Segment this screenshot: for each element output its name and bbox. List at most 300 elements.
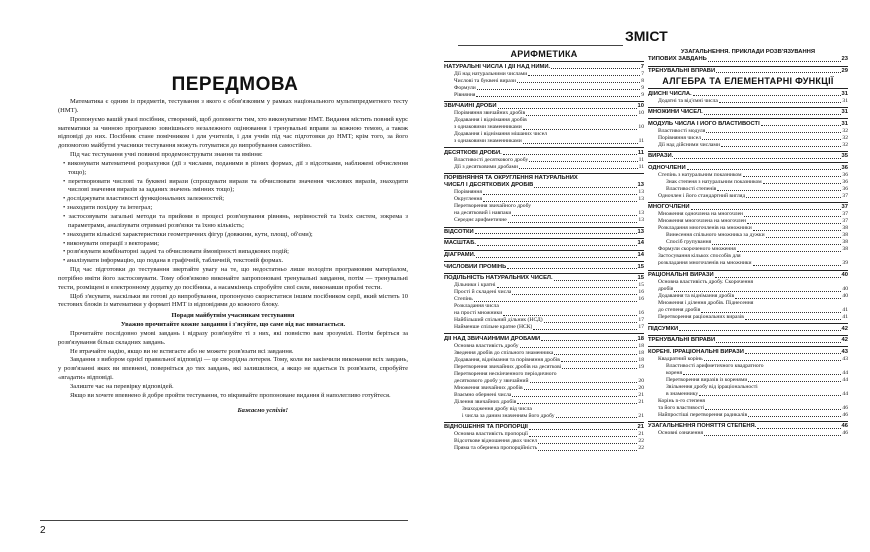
toc-entry-title: Рівняння: [454, 91, 476, 98]
dot-leader: [674, 158, 840, 159]
toc-page-number: 9: [641, 91, 644, 98]
toc-entry[interactable]: [648, 172, 848, 179]
toc-entry-title: Знак степеня з натуральним показником: [666, 178, 762, 185]
preface-text: [58, 98, 408, 416]
dot-leader: [556, 417, 638, 418]
toc-entry-title: та його властивості: [658, 404, 705, 411]
toc-page-number: 16: [638, 296, 644, 303]
contents-heading: ЗМІСТ: [625, 28, 668, 44]
dot-leader: [746, 197, 841, 198]
toc-entry-title: Формули: [454, 84, 476, 91]
dot-leader: [483, 194, 637, 195]
toc-entry[interactable]: [444, 364, 644, 371]
advice-paragraph: Прочитайте послідовно умові завдань і відразу розв'язуйте ті з них, які повністю вам зрозумілі. Потім беріться за розв'язування більш складних завдань.: [58, 329, 408, 346]
toc-page-number: 18: [638, 349, 644, 356]
dot-leader: [533, 329, 637, 330]
toc-entry-title: Властивості модуля: [658, 127, 706, 134]
dot-leader: [477, 89, 640, 90]
dot-leader: [683, 374, 841, 375]
toc-page-number: 20: [638, 377, 644, 384]
toc-entry-title: з однаковими знаменниками: [454, 124, 522, 131]
toc-entry[interactable]: [648, 412, 848, 419]
toc-entry-line: Множення і ділення дробів. Піднесення: [658, 300, 754, 307]
right-page: [440, 0, 870, 552]
toc-entry-title: і числа за даним значенням його дробу: [462, 412, 555, 419]
toc-entry[interactable]: [444, 85, 644, 92]
toc-entry[interactable]: [648, 225, 848, 232]
toc-page-number: 20: [638, 384, 644, 391]
toc-page-number: 11: [638, 156, 644, 163]
toc-page-number: 13: [638, 210, 644, 217]
dot-leader: [538, 443, 637, 444]
dot-leader: [715, 277, 841, 278]
toc-section[interactable]: [444, 250, 644, 259]
toc-entry[interactable]: [648, 193, 848, 200]
toc-entry[interactable]: [648, 128, 848, 135]
toc-entry[interactable]: [444, 385, 644, 392]
toc-page-number: 36: [841, 164, 848, 171]
toc-entry[interactable]: [648, 405, 848, 412]
toc-section[interactable]: [444, 238, 644, 247]
toc-entry-title: до степеня дробів: [658, 307, 701, 314]
toc-entry[interactable]: [444, 399, 644, 406]
toc-page-number: 36: [842, 178, 848, 185]
toc-entry[interactable]: [444, 378, 644, 385]
toc-entry-title: Основні означення: [658, 430, 704, 437]
dot-leader: [753, 265, 842, 266]
toc-page-number: 31: [842, 97, 848, 104]
dot-leader: [512, 215, 637, 216]
toc-entry-title: УЗАГАЛЬНЕННЯ ПОНЯТТЯ СТЕПЕНЯ.: [648, 423, 757, 430]
dot-leader: [701, 312, 841, 313]
dot-leader: [554, 354, 637, 355]
toc-section[interactable]: [648, 335, 848, 344]
toc-entry-title: ВИРАЗИ.: [648, 153, 674, 160]
toc-entry[interactable]: [444, 138, 644, 145]
toc-page-number: 29: [841, 67, 848, 74]
toc-entry-title: Пряма та обернена пропорційність: [454, 445, 538, 452]
toc-entry[interactable]: [444, 78, 644, 85]
toc-entry[interactable]: [444, 310, 644, 317]
advice-paragraph: Якщо ви хочете впевнено й добре пройти тестування, то вікривайте пропоноване видання й наполегливо готуйтеся.: [70, 391, 391, 399]
dot-leader: [483, 201, 637, 202]
toc-page-number: 11: [638, 163, 644, 170]
dot-leader: [712, 244, 841, 245]
dot-leader: [538, 450, 637, 451]
toc-page-number: 46: [842, 411, 848, 418]
toc-page-number: 21: [638, 398, 644, 405]
toc-page-number: 46: [841, 423, 848, 430]
dot-leader: [530, 382, 638, 383]
bullet-item: • розв'язувати комбінаторні задачі та обчислювати ймовірності випадкових подій;: [58, 248, 408, 257]
toc-entry-title: ПОРІВНЯННЯ ТА ОКРУГЛЕННЯ НАТУРАЛЬНИХ: [444, 175, 578, 182]
toc-entry-line: Перетворення звичайного дробу: [454, 203, 532, 210]
toc-page-number: 19: [638, 363, 644, 370]
toc-entry-title: Властивості степенів: [666, 185, 717, 192]
toc-entry[interactable]: [648, 307, 848, 314]
toc-entry-title: ТРЕНУВАЛЬНІ ВПРАВИ: [648, 337, 716, 344]
toc-entry-title: на десятковий і навпаки: [454, 210, 512, 217]
toc-entry-title: Множення одночлена на многочлен: [658, 211, 744, 218]
toc-entry[interactable]: [648, 286, 848, 293]
dot-leader: [517, 82, 640, 83]
toc-entry-title: ЧИСЛОВИЙ ПРОМІНЬ: [444, 263, 507, 270]
toc-section[interactable]: [648, 88, 848, 97]
toc-page-number: 40: [841, 272, 848, 279]
toc-entry-title: ОДНОЧЛЕНИ: [648, 164, 686, 171]
dot-leader: [717, 190, 841, 191]
toc-page-number: 42: [841, 337, 848, 344]
toc-page-number: 38: [842, 239, 848, 246]
dot-leader: [679, 330, 840, 331]
toc-entry-title: Ділення звичайних дробів: [454, 398, 517, 405]
toc-entry-title: ЧИСЕЛ І ДЕСЯТКОВИХ ДРОБІВ: [444, 182, 534, 189]
dot-leader: [541, 340, 636, 341]
toc-entry-title: ВІДНОШЕННЯ ТА ПРОПОРЦІЇ: [444, 424, 528, 431]
toc-entry-title: дробів: [658, 286, 674, 293]
toc-page-number: 44: [842, 369, 848, 376]
toc-entry[interactable]: [444, 157, 644, 164]
toc-entry[interactable]: [648, 370, 848, 377]
dot-leader: [497, 287, 638, 288]
toc-entry-title: Додавання, віднімання та порівняння дробів: [454, 356, 560, 363]
toc-entry[interactable]: [648, 239, 848, 246]
toc-entry-title: ПОДІЛЬНІСТЬ НАТУРАЛЬНИХ ЧИСЕЛ.: [444, 275, 553, 282]
toc-entry-title: МНОЖИНИ ЧИСЕЛ.: [648, 109, 703, 116]
toc-entry[interactable]: [648, 98, 848, 105]
dot-leader: [693, 95, 841, 96]
toc-section[interactable]: [444, 227, 644, 236]
toc-entry[interactable]: [444, 92, 644, 99]
toc-section[interactable]: [444, 147, 644, 156]
toc-page-number: 17: [638, 324, 644, 331]
toc-entry-title: Перетворення раціональних виразів: [658, 314, 744, 321]
dot-leader: [512, 396, 637, 397]
toc-entry-line: Додавання і віднімання дробів: [454, 117, 527, 124]
dot-leader: [674, 291, 841, 292]
toc-entry[interactable]: [444, 392, 644, 399]
preface-title: ПЕРЕДМОВА: [171, 74, 299, 95]
toc-entry-title: Основна властивість пропорції: [454, 431, 528, 438]
paragraph: Щоб з'ясувати, наскільки ви готові до випробування, пропонуємо скористатися іншим посібником серії, який містить 10 тестових блоків із математики у форматі НМТ із відповідями до кожного блоку.: [58, 292, 408, 309]
toc-entry[interactable]: [648, 430, 848, 437]
toc-section[interactable]: [648, 151, 848, 160]
toc-page-number: 31: [841, 120, 848, 127]
paragraph: Пропонуємо вашій увазі посібник, створений, щоб допомогти тим, хто виконуватиме НМТ. Видання містить повний курс математики за чинною програмою зовнішнього незалежного оцінювання і тренувальні вправи за кожною темою, а також відповіді до них. Посібник стане помічником і для учителів, і для учнів під час підготовки до НМТ; крім того, за його допомогою майбутні учасники тестування можуть готуватися до випробування самостійно.: [58, 115, 408, 150]
dot-leader: [561, 361, 638, 362]
toc-entry[interactable]: [648, 260, 848, 267]
toc-page-number: 18: [637, 335, 644, 342]
toc-page-number: 36: [842, 185, 848, 192]
advice-paragraph: Залиште час на перевірку відповідей.: [70, 383, 174, 390]
dot-leader: [529, 429, 637, 430]
toc-entry-title: РАЦІОНАЛЬНІ ВИРАЗИ: [648, 272, 714, 279]
toc-entry-title: в знаменнику: [666, 390, 699, 397]
dot-leader: [737, 251, 842, 252]
dot-leader: [699, 395, 841, 396]
toc-entry-title: Основна властивість дробу: [454, 342, 519, 349]
dot-leader: [562, 368, 637, 369]
toc-entry[interactable]: [444, 124, 644, 131]
bullet-item: • досліджувати властивості функціональних залежностей;: [58, 195, 408, 204]
toc-entry[interactable]: [648, 232, 848, 239]
toc-entry-title: Спосіб групування: [666, 239, 712, 246]
toc-entry[interactable]: [444, 289, 644, 296]
toc-section[interactable]: [648, 323, 848, 332]
toc-page-number: 11: [638, 138, 644, 145]
advice-title: Поради майбутнім учасникам тестування: [171, 312, 295, 320]
toc-entry-title: Властивості десяткового дробу: [454, 156, 529, 163]
dot-leader: [735, 298, 841, 299]
paragraph: Під час тестування учні повинні продемонструвати знання та вміння:: [70, 151, 263, 159]
toc-section[interactable]: [444, 422, 644, 431]
dot-leader: [766, 237, 842, 238]
bullet-item: • знаходити кількісні характеристики геометричних фігур (довжини, кути, площі, об'єми);: [58, 231, 408, 240]
toc-entry[interactable]: [648, 356, 848, 363]
contents-column-right: [648, 48, 848, 437]
dot-leader: [512, 294, 637, 295]
toc-section[interactable]: [648, 48, 848, 56]
toc-entry-title: Степінь: [454, 296, 473, 303]
toc-entry-title: Середнє арифметичне: [454, 217, 507, 224]
toc-entry-title: Додавання та віднімання дробів: [658, 293, 735, 300]
dot-leader: [544, 322, 638, 323]
dot-leader: [721, 146, 841, 147]
dot-leader: [519, 168, 638, 169]
toc-entry[interactable]: [648, 186, 848, 193]
toc-entry-title: ЗВИЧАЙНІ ДРОБИ: [444, 103, 497, 110]
toc-page-number: 32: [842, 127, 848, 134]
toc-entry-title: Порівняння: [454, 189, 482, 196]
toc-entry-title: Взаємно обернені числа: [454, 391, 512, 398]
toc-entry-title: ДІАГРАМИ.: [444, 252, 476, 259]
dot-leader: [748, 381, 841, 382]
dot-leader: [476, 96, 640, 97]
toc-entry-title: Відсоткове відношення двох чисел: [454, 438, 538, 445]
dot-leader: [534, 187, 636, 188]
toc-entry[interactable]: [444, 296, 644, 303]
toc-page-number: 44: [842, 390, 848, 397]
dot-leader: [503, 315, 637, 316]
dot-leader: [524, 389, 638, 390]
toc-page-number: 10: [638, 110, 644, 117]
dot-leader: [753, 230, 842, 231]
toc-entry-title: Найпростіші перетворення радикалів: [658, 411, 748, 418]
dot-leader: [744, 216, 841, 217]
bullet-item: • застосовувати загальні методи та прийоми в процесі розв'язування рівнянь, нерівностей та їхніх систем, зокрема з параметрами, аналізувати отримані розв'язки та їхню кількість;: [58, 213, 408, 231]
dot-leader: [474, 301, 638, 302]
toc-entry[interactable]: [648, 179, 848, 186]
dot-leader: [745, 353, 841, 354]
advice-paragraph: Не втрачайте надію, якщо ви не встигаєте або не можете розв'язати всі завдання.: [70, 347, 294, 355]
dot-leader: [704, 360, 842, 361]
toc-page-number: 22: [638, 445, 644, 452]
toc-entry-line: Додавання і віднімання мішаних чисел: [454, 131, 547, 138]
toc-entry-title: Числові та буквені вирази: [454, 77, 516, 84]
toc-entry[interactable]: [444, 210, 644, 217]
toc-entry-title: Округлення: [454, 196, 483, 203]
toc-entry[interactable]: [648, 391, 848, 398]
section-heading: АЛГЕБРА ТА ЕЛЕМЕНТАРНІ ФУНКЦІЇ: [662, 75, 834, 86]
toc-page-number: 40: [842, 286, 848, 293]
toc-entry-title: Дільники і кратні: [454, 282, 496, 289]
toc-entry[interactable]: [444, 350, 644, 357]
toc-entry[interactable]: [444, 71, 644, 78]
toc-entry[interactable]: [444, 438, 644, 445]
dot-leader: [520, 347, 638, 348]
toc-page-number: 21: [638, 412, 644, 419]
toc-entry[interactable]: [444, 431, 644, 438]
toc-entry[interactable]: [648, 135, 848, 142]
toc-section[interactable]: [444, 261, 644, 270]
toc-entry[interactable]: [444, 282, 644, 289]
toc-section[interactable]: [648, 56, 848, 63]
toc-entry-title: Квадратний корінь: [658, 355, 703, 362]
dot-leader: [761, 125, 841, 126]
toc-entry[interactable]: [648, 377, 848, 384]
toc-page-number: 37: [842, 218, 848, 225]
toc-page-number: 21: [637, 424, 644, 431]
toc-section[interactable]: [444, 101, 644, 110]
toc-section[interactable]: [648, 270, 848, 279]
toc-page-number: 37: [842, 192, 848, 199]
dot-leader: [716, 342, 840, 343]
left-page: [0, 0, 430, 552]
toc-entry-title: ВІДСОТКИ: [444, 228, 474, 235]
dot-leader: [551, 68, 640, 69]
advice-subtitle: Уважно прочитайте кожне завдання і з'ясуйте, що саме від вас вимагається.: [120, 321, 346, 329]
toc-section[interactable]: [648, 346, 848, 355]
toc-section[interactable]: [648, 107, 848, 116]
dot-leader: [763, 183, 842, 184]
toc-entry-title: Множення звичайних дробів: [454, 384, 523, 391]
toc-section[interactable]: [444, 273, 644, 282]
toc-section[interactable]: [648, 421, 848, 430]
dot-leader: [498, 108, 637, 109]
toc-entry-title: Множення многочлена на многочлен: [658, 218, 747, 225]
toc-entry-title: Перетворення виразів із коренями: [666, 376, 748, 383]
toc-entry-title: розкладання многочленів на множники: [658, 260, 752, 267]
toc-entry-title: Прості й складені числа: [454, 289, 512, 296]
dot-leader: [517, 403, 637, 404]
toc-entry[interactable]: [444, 357, 644, 364]
toc-entry-title: Розкладання многочленів на множники: [658, 225, 752, 232]
dot-leader: [476, 257, 636, 258]
toc-page-number: 22: [638, 438, 644, 445]
toc-section[interactable]: [648, 66, 848, 75]
toc-entry-title: Дії над дійсними числами: [658, 141, 720, 148]
bullet-item: • виконувати математичні розрахунки (дії з числами, поданими в різних формах, дії з відсотками, наближені обчислення тощо);: [58, 160, 408, 178]
toc-entry-line: Властивості арифметичного квадратного: [666, 362, 764, 369]
contents-column-left: [444, 48, 644, 452]
toc-entry[interactable]: [444, 189, 644, 196]
toc-section[interactable]: [444, 333, 644, 342]
toc-page-number: 23: [841, 56, 848, 63]
toc-entry[interactable]: [648, 211, 848, 218]
toc-entry[interactable]: [444, 217, 644, 224]
toc-entry[interactable]: [444, 324, 644, 331]
toc-entry[interactable]: [444, 317, 644, 324]
heading-divider: [458, 45, 623, 46]
dot-leader: [554, 280, 637, 281]
toc-entry-title: ДЕСЯТКОВІ ДРОБИ.: [444, 149, 502, 156]
toc-section[interactable]: [444, 173, 644, 182]
toc-entry-title: Порівняння чисел: [658, 134, 701, 141]
dot-leader: [704, 435, 841, 436]
toc-entry[interactable]: [444, 445, 644, 452]
bullet-item: • аналізувати інформацію, що подана в графічній, табличній, текстовій формах.: [58, 257, 408, 266]
toc-page-number: 39: [842, 260, 848, 267]
paragraph: Під час підготовки до тестування звертайте увагу на те, що недостатньо лише володіти програмовим матеріалом, потрібно вміти його застосовувати. Тому обов'язково виконайте запропоновані тренувальні завдання, потім — тренувальні тести, розміщені в електронному додатку до посібника, а насамкінець спробуйте свої сили, виконавши пробні тести.: [58, 266, 408, 291]
toc-entry[interactable]: [648, 314, 848, 321]
toc-entry-title: ДІЙСНІ ЧИСЛА.: [648, 90, 692, 97]
toc-entry-title: Одночлен і його стандартний вигляд: [658, 192, 746, 199]
dot-leader: [528, 75, 640, 76]
toc-page-number: 18: [638, 342, 644, 349]
toc-entry-title: МОДУЛЬ ЧИСЛА І ЙОГО ВЛАСТИВОСТІ: [648, 120, 760, 127]
toc-page-number: 42: [841, 325, 848, 332]
toc-section[interactable]: [444, 61, 644, 70]
toc-page-number: 31: [841, 90, 848, 97]
toc-entry[interactable]: [444, 164, 644, 171]
toc-page-number: 18: [638, 356, 644, 363]
toc-entry[interactable]: [648, 218, 848, 225]
toc-entry[interactable]: [444, 413, 644, 420]
toc-section[interactable]: [648, 162, 848, 171]
toc-section[interactable]: [648, 118, 848, 127]
toc-entry-title: НАТУРАЛЬНІ ЧИСЛА І ДІЇ НАД НИМИ.: [444, 63, 551, 70]
toc-page-number: 35: [841, 153, 848, 160]
bullet-item: • виконувати операції з векторами;: [58, 240, 408, 249]
toc-page-number: 32: [842, 141, 848, 148]
toc-page-number: 13: [638, 189, 644, 196]
dot-leader: [526, 115, 637, 116]
toc-entry[interactable]: [444, 343, 644, 350]
toc-page-number: 41: [842, 314, 848, 321]
toc-entry-title: Дії з десятковими дробами: [454, 163, 518, 170]
toc-page-number: 44: [842, 376, 848, 383]
toc-page-number: 32: [842, 134, 848, 141]
toc-page-number: 31: [841, 109, 848, 116]
toc-entry-title: ТРЕНУВАЛЬНІ ВПРАВИ: [648, 67, 716, 74]
dot-leader: [757, 428, 840, 429]
dot-leader: [743, 176, 842, 177]
toc-page-number: 37: [841, 204, 848, 211]
toc-section[interactable]: [648, 202, 848, 211]
toc-entry-title: Додатні та від'ємні числа: [658, 97, 718, 104]
toc-page-number: 10: [638, 124, 644, 131]
dot-leader: [508, 222, 638, 223]
toc-entry-title: МАСШТАБ.: [444, 240, 477, 247]
toc-page-number: 38: [842, 246, 848, 253]
toc-page-number: 38: [842, 232, 848, 239]
toc-entry-line: Основна властивість дробу. Скорочення: [658, 279, 754, 286]
toc-entry[interactable]: [648, 142, 848, 149]
toc-page-number: 14: [637, 240, 644, 247]
toc-entry-line: Застосування кількох способів для: [658, 253, 741, 260]
toc-section[interactable]: [444, 182, 644, 189]
toc-entry-title: КОРЕНІ. ІРРАЦІОНАЛЬНІ ВИРАЗИ: [648, 348, 744, 355]
toc-entry[interactable]: [648, 293, 848, 300]
toc-entry-title: Формули скороченого множення: [658, 246, 736, 253]
dot-leader: [706, 132, 841, 133]
page-number: 2: [40, 525, 46, 536]
toc-page-number: 13: [637, 228, 644, 235]
dot-leader: [719, 102, 841, 103]
dot-leader: [523, 143, 638, 144]
toc-entry-line: Розкладання числа: [454, 303, 499, 310]
toc-page-number: 38: [842, 225, 848, 232]
